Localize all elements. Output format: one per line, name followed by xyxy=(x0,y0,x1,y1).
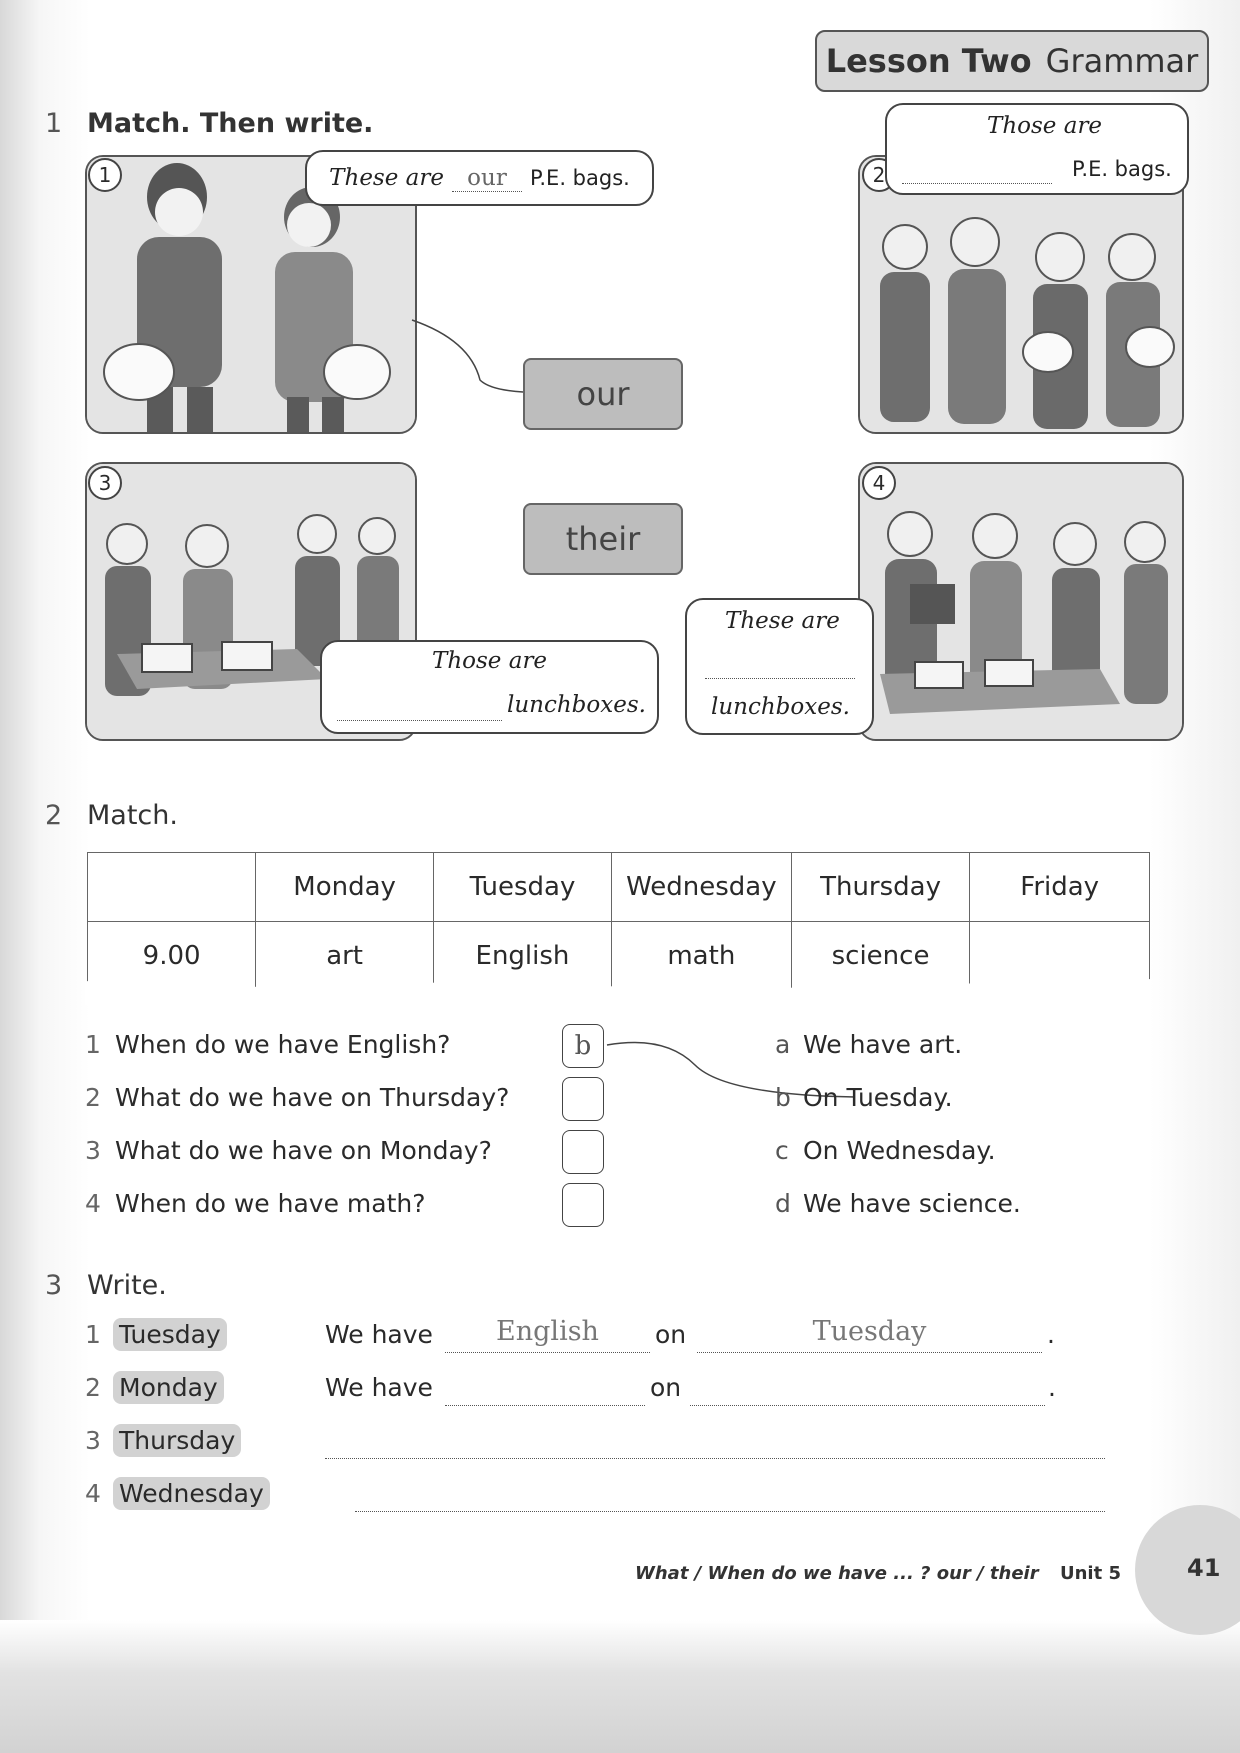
connector-line-1 xyxy=(410,300,530,420)
section1-title: Match. Then write. xyxy=(87,108,374,139)
write-row-1-number: 1 xyxy=(85,1320,101,1349)
timetable-header-wednesday: Wednesday xyxy=(611,853,791,922)
write-row-2-mid: on xyxy=(650,1373,682,1402)
question-4-text: When do we have math? xyxy=(115,1189,426,1218)
answer-a-text: We have art. xyxy=(803,1030,963,1059)
lesson-label: Lesson Two xyxy=(825,42,1032,80)
speech-bubble-1 xyxy=(305,150,654,206)
write-row-2-day: Monday xyxy=(113,1371,224,1404)
footer-topic: What / When do we have ... ? our / their xyxy=(635,1563,1039,1584)
write-row-4-line[interactable] xyxy=(355,1479,1105,1512)
question-3-text: What do we have on Monday? xyxy=(115,1136,492,1165)
timetable-header-friday: Friday xyxy=(970,853,1150,922)
timetable-header-tuesday: Tuesday xyxy=(434,853,612,922)
question-3-number: 3 xyxy=(85,1136,101,1165)
speech-bubble-4 xyxy=(685,598,874,735)
write-row-2-prefix: We have xyxy=(325,1373,433,1402)
write-exercise xyxy=(85,1318,1145,1548)
write-row-1-blank-2[interactable]: Tuesday xyxy=(697,1316,1042,1353)
answer-d-text: We have science. xyxy=(803,1189,1021,1218)
write-row-1-prefix: We have xyxy=(325,1320,433,1349)
timetable-header-row xyxy=(88,853,1150,922)
picture-panel-4 xyxy=(858,462,1184,741)
timetable-corner xyxy=(88,853,256,922)
section3-number: 3 xyxy=(45,1270,63,1301)
question-2-number: 2 xyxy=(85,1083,101,1112)
section2-number: 2 xyxy=(45,800,63,831)
torn-paper-edge xyxy=(85,975,1155,1005)
write-row-4-day: Wednesday xyxy=(113,1477,270,1510)
speech-bubble-2 xyxy=(885,103,1189,195)
bubble1-before: These are xyxy=(329,165,444,191)
section3-title: Write. xyxy=(87,1270,167,1301)
bubble3-line2: lunchboxes. xyxy=(507,692,646,718)
answer-c-text: On Wednesday. xyxy=(803,1136,996,1165)
section2-title: Match. xyxy=(87,800,178,831)
question-1-number: 1 xyxy=(85,1030,101,1059)
section1-number: 1 xyxy=(45,108,63,139)
timetable-cell-tuesday: English xyxy=(434,922,612,991)
write-row-3-line[interactable] xyxy=(325,1426,1105,1459)
question-2-text: What do we have on Thursday? xyxy=(115,1083,510,1112)
bubble1-answer[interactable]: our xyxy=(452,165,522,192)
bubble3-line1: Those are xyxy=(432,648,548,674)
timetable xyxy=(87,852,1150,991)
bubble4-blank[interactable] xyxy=(705,652,855,679)
panel-3-number: 3 xyxy=(88,466,122,500)
bubble4-line2: lunchboxes. xyxy=(711,694,850,720)
answer-box-1[interactable]: b xyxy=(562,1024,604,1068)
write-row-4-number: 4 xyxy=(85,1479,101,1508)
answer-b-letter: b xyxy=(775,1083,791,1112)
page-number: 41 xyxy=(1187,1554,1221,1582)
bubble2-line1: Those are xyxy=(987,113,1103,139)
write-row-1-period: . xyxy=(1047,1320,1055,1349)
write-row-1-day: Tuesday xyxy=(113,1318,227,1351)
bubble4-line1: These are xyxy=(725,608,840,634)
answer-d-letter: d xyxy=(775,1189,791,1218)
panel-1-number: 1 xyxy=(88,158,122,192)
answer-c-letter: c xyxy=(775,1136,789,1165)
panel2-illustration xyxy=(860,157,1182,432)
word-choice-our[interactable]: our xyxy=(523,358,683,430)
answer-box-3[interactable] xyxy=(562,1130,604,1174)
write-row-1-blank-1[interactable]: English xyxy=(445,1316,650,1353)
footer-unit: Unit 5 xyxy=(1060,1563,1121,1584)
write-row-2-period: . xyxy=(1048,1373,1056,1402)
timetable-cell-thursday: science xyxy=(791,922,970,991)
answer-box-4[interactable] xyxy=(562,1183,604,1227)
write-row-2-blank-2[interactable] xyxy=(690,1369,1045,1406)
bubble2-line2: P.E. bags. xyxy=(1072,157,1172,181)
write-row-3-day: Thursday xyxy=(113,1424,241,1457)
panel-2-number: 2 xyxy=(862,158,896,192)
timetable-cell-monday: art xyxy=(256,922,434,991)
timetable-header-monday: Monday xyxy=(256,853,434,922)
scan-shadow xyxy=(0,1620,1240,1753)
bubble1-after: P.E. bags. xyxy=(529,166,630,190)
write-row-2-number: 2 xyxy=(85,1373,101,1402)
bubble3-blank[interactable] xyxy=(337,694,502,721)
lesson-topic: Grammar xyxy=(1045,42,1199,80)
bubble2-blank[interactable] xyxy=(902,157,1052,184)
word-choice-their[interactable]: their xyxy=(523,503,683,575)
lesson-header xyxy=(815,30,1209,92)
panel4-illustration xyxy=(860,464,1182,739)
answer-box-2[interactable] xyxy=(562,1077,604,1121)
picture-panel-2 xyxy=(858,155,1184,434)
timetable-time: 9.00 xyxy=(88,922,256,991)
question-1-text: When do we have English? xyxy=(115,1030,451,1059)
timetable-header-thursday: Thursday xyxy=(791,853,970,922)
speech-bubble-3 xyxy=(320,640,659,734)
write-row-2-blank-1[interactable] xyxy=(445,1369,645,1406)
question-4-number: 4 xyxy=(85,1189,101,1218)
answer-b-text: On Tuesday. xyxy=(803,1083,953,1112)
panel-4-number: 4 xyxy=(862,466,896,500)
answer-a-letter: a xyxy=(775,1030,791,1059)
timetable-cell-wednesday: math xyxy=(611,922,791,991)
write-row-1-mid: on xyxy=(655,1320,687,1349)
match-questions xyxy=(85,1030,1165,1260)
write-row-3-number: 3 xyxy=(85,1426,101,1455)
